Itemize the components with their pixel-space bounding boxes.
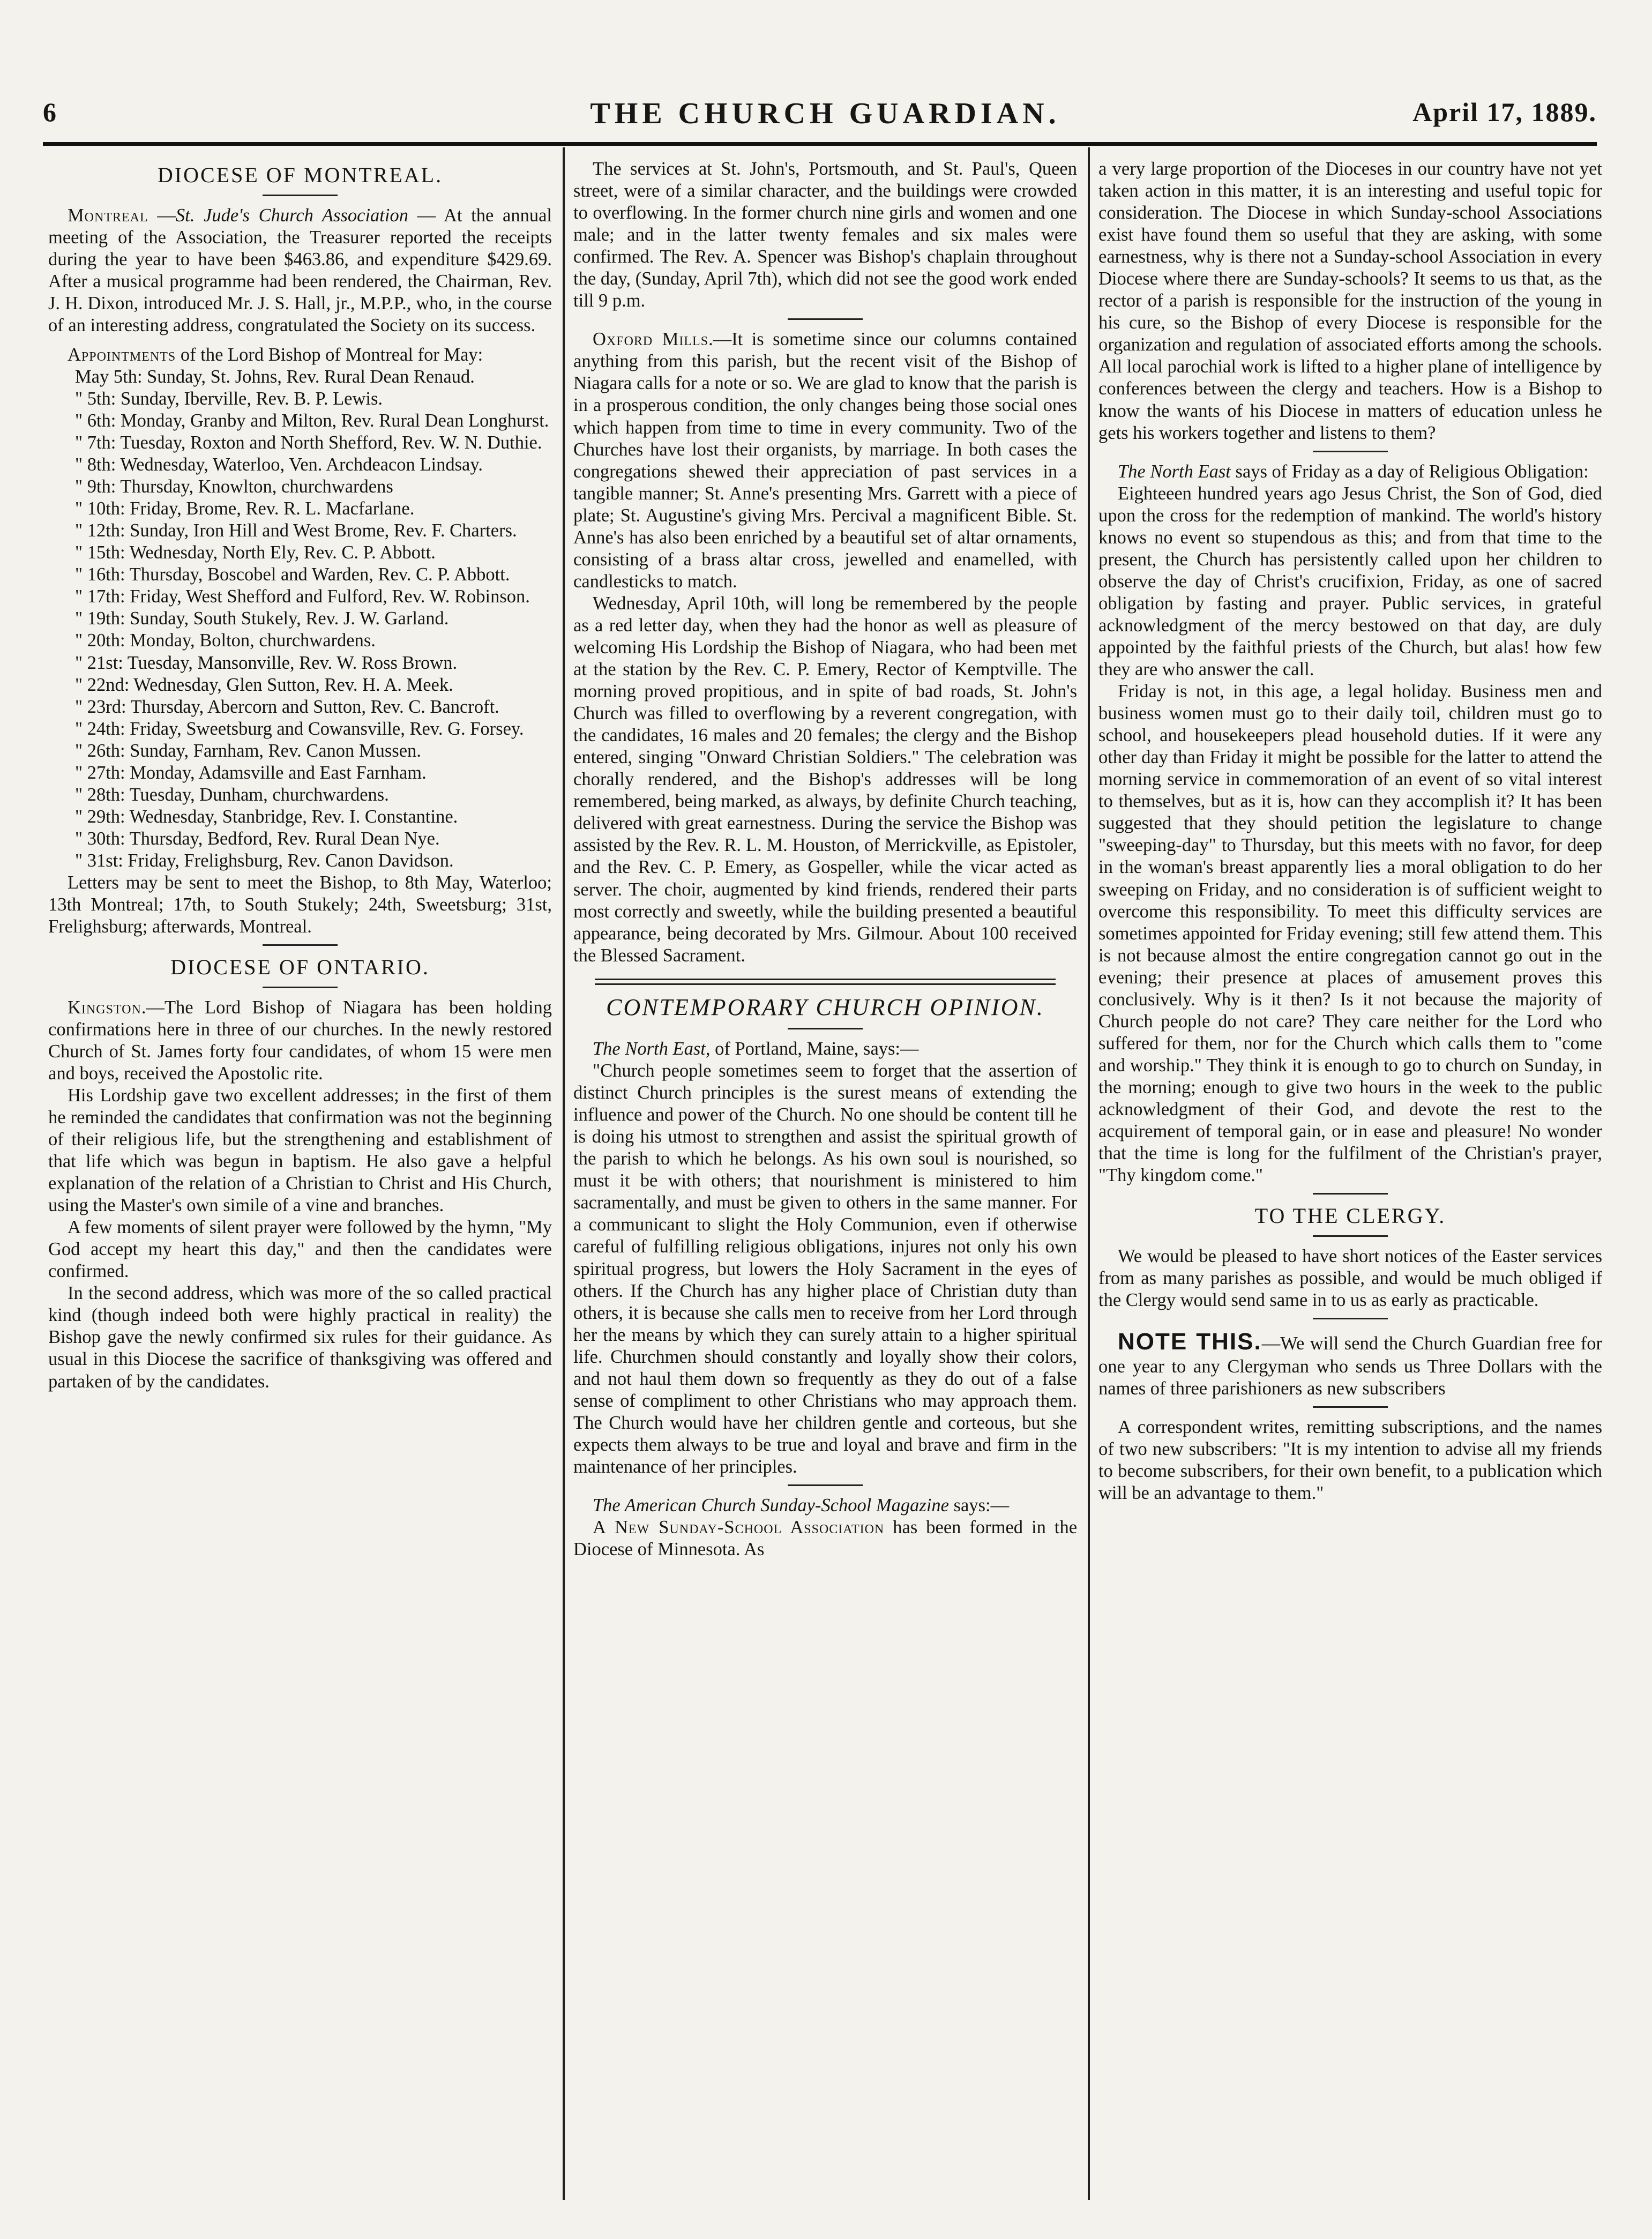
friday-intro: The North East says of Friday as a day of Religious Obligation: [1118,461,1589,482]
note-this-offer: NOTE THIS.—We will send the Church Guardian free for one year to any Clergyman who sends us Three Dollars with the names of three parishioners as new subscribers [1098,1328,1602,1399]
sunday-school-continuation: a very large proportion of the Dioceses in our country have not yet taken action in this matter, it is an interesting and useful topic for consideration. The Diocese in which Sunday-school Associations exist have found them so useful that they are asking, with some earnestness, why is there not a Sunday-school Association in every Diocese where there are Sunday-schools? It seems to us that, as the rector of a parish is responsible for the instruction of the young in his cure, so the Bishop of every Diocese is responsible for the organization and regulation of associated efforts among the schools. All local parochial work is lifted to a higher plane of intelligence by conferences between the clergy and teachers. How is a Bishop to know the wants of his Diocese in matters of education unless he gets his workers together and listens to them? [1098,159,1602,443]
friday-paragraph: Friday is not, in this age, a legal holiday. Business men and business women must go to their daily toil, children must go to school, and housekeepers plead household duties. If it were any other day than Friday it might be possible for the latter to attend the morning service in commemoration of an event of so vital interest to themselves, but as it is, how can they accomplish it? It has been suggested that they should petition the legislature to change "sweeping-day" to Thursday, but this meets with no favor, for deep in the woman's breast apparently lies a moral obligation to do her sweeping on Friday, and no consideration is of sufficient weight to overcome this responsibility. To meet this difficulty services are sometimes appointed for Friday evening; still few attend them. This is not because almost the entire congregation cannot go out in the evening; their presence at places of amusement proves this conclusively. Why is it then? Is it not because the majority of Church people do not care? They care neither for the Lord who suffered for them, nor for the Church which calls them to "come and worship." They think it is enough to go to church on Sunday, in the morning; enough to give two hours in the week to the public acknowledgment of their God, and devote the rest to the acquirement of temporal gain, or in ease and pleasure! No wonder that the time is long for the fulfilment of the Christian's prayer, "Thy kingdom come." [1098,681,1602,1186]
heading-diocese-montreal: DIOCESE OF MONTREAL. [157,163,443,187]
list-item: " 22nd: Wednesday, Glen Sutton, Rev. H. A. Meek. [75,674,453,695]
kingston-paragraph: A few moments of silent prayer were followed by the hymn, "My God accept my heart this day," and then the candidates were confirmed. [48,1217,552,1282]
newspaper-page [32,16,1618,2213]
oxford-mills-report: Oxford Mills.—It is sometime since our columns contained anything from this parish, but the recent visit of the Bishop of Niagara calls for a note or so. We are glad to know that the parish is in a prosperous condition, the only changes being those social ones which happen from time to time in every community. Two of the Churches have lost their organists, by marriage. In both cases the congregations shewed their appreciation of past services in a tangible manner; St. Anne's presenting Mrs. Garrett with a piece of plate; St. Augustine's giving Mrs. Percival a magnificent Bible. St. Anne's has also been enriched by a beautiful set of altar ornaments, consisting of a brass altar cross, jewelled and enamelled, with candlesticks to match. [573,329,1077,592]
list-item: " 30th: Thursday, Bedford, Rev. Rural Dean Nye. [75,828,440,849]
list-item: " 21st: Tuesday, Mansonville, Rev. W. Ross Brown. [75,652,458,673]
appointments-intro: Appointments of the Lord Bishop of Montreal for May: [68,344,483,365]
heading-contemporary-opinion: CONTEMPORARY CHURCH OPINION. [606,994,1044,1020]
heading-diocese-ontario: DIOCESE OF ONTARIO. [170,955,430,980]
list-item: " 17th: Friday, West Shefford and Fulford, Rev. W. Robinson. [75,586,530,607]
list-item: " 10th: Friday, Brome, Rev. R. L. Macfarlane. [75,498,415,519]
north-east-quote: "Church people sometimes seem to forget that the assertion of distinct Church principles is the surest means of extending the influence and power of the Church. No one should be content till he is doing his utmost to strengthen and assist the spiritual growth of the parish to which he belongs. As his own soul is nourished, so must it be with others; that nourishment is ministered to him sacramentally, and must be given to others in the same manner. For a communicant to slight the Holy Communion, even if otherwise careful of fulfilling religious obligations, injures not only his own spiritual progress, but lowers the Holy Sacrament in the eyes of others. If the Church has any higher place of Christian duty than others, it is because she calls men to receive from her Lord through her the means by which they can surely attain to a higher spiritual life. Churchmen should constantly and loyally show their colors, and not haul them down so frequently as they do out of a false sense of compliment to other Christians who may approach them. The Church would have her children gentle and corteous, but she expects them always to be true and loyal and brave and firm in the maintenance of her principles. [573,1061,1077,1477]
section-rule [263,944,338,946]
section-rule [788,318,863,320]
clergy-notice: We would be pleased to have short notices of the Easter services from as many parishes as possible, and would be much obliged if the Clergy would send same in to us as early as practicable. [1098,1245,1602,1310]
section-rule [1313,1406,1388,1408]
column-divider [563,147,565,2200]
ontario-services-paragraph: The services at St. John's, Portsmouth, and St. Paul's, Queen street, were of a similar character, and the buildings were crowded to overflowing. In the former church nine girls and women and one male; and in the latter twenty females and six males were confirmed. The Rev. A. Spencer was Bishop's chaplain throughout the day, (Sunday, April 7th), which did not see the good work ended till 9 p.m. [573,159,1077,311]
section-rule [1313,1193,1388,1195]
heading-to-the-clergy: TO THE CLERGY. [1254,1204,1446,1228]
list-item: " 8th: Wednesday, Waterloo, Ven. Archdeacon Lindsay. [75,454,483,475]
list-item: " 24th: Friday, Sweetsburg and Cowansville, Rev. G. Forsey. [75,718,524,739]
masthead [32,16,1618,130]
appointments-list [48,366,552,872]
section-rule [1313,451,1388,452]
list-item: " 26th: Sunday, Farnham, Rev. Canon Mussen. [75,740,421,761]
list-item: " 12th: Sunday, Iron Hill and West Brome, Rev. F. Charters. [75,520,517,541]
list-item: " 6th: Monday, Granby and Milton, Rev. Rural Dean Longhurst. [75,411,549,431]
montreal-report: Montreal —St. Jude's Church Association — At the annual meeting of the Association, the Treasurer reported the receipts during the year to have been $463.86, and expenditure $429.69. After a musical programme had been rendered, the Chairman, Rev. J. H. Dixon, introduced Mr. J. S. Hall, jr., M.P.P., who, in the course of an interesting address, congratulated the Society on its success. [48,205,552,335]
list-item: " 7th: Tuesday, Roxton and North Shefford, Rev. W. N. Duthie. [75,432,542,453]
kingston-report: Kingston.—The Lord Bishop of Niagara has been holding confirmations here in three of our churches. In the newly restored Church of St. James forty four candidates, of whom 15 were men and boys, received the Apostolic rite. [48,997,552,1084]
masthead-rule [43,142,1597,146]
list-item: " 20th: Monday, Bolton, churchwardens. [75,630,376,651]
list-item: " 15th: Wednesday, North Ely, Rev. C. P. Abbott. [75,542,436,563]
list-item: May 5th: Sunday, St. Johns, Rev. Rural Dean Renaud. [75,366,475,387]
list-item: " 16th: Thursday, Boscobel and Warden, Rev. C. P. Abbott. [75,564,510,585]
list-item: " 5th: Sunday, Iberville, Rev. B. P. Lewis. [75,388,383,409]
section-rule [788,1484,863,1486]
correspondent-note: A correspondent writes, remitting subscriptions, and the names of two new subscribers: "It is my intention to advise all my friends to become subscribers, for their own benefit, to a publication which will be an advantage to them." [1098,1417,1602,1504]
kingston-paragraph: In the second address, which was more of the so called practical kind (though indeed both were highly practical in reality) the Bishop gave the newly confirmed six rules for their guidance. As usual in this Diocese the sacrifice of thanksgiving was offered and partaken of by the candidates. [48,1283,552,1392]
list-item: " 28th: Tuesday, Dunham, churchwardens. [75,784,389,805]
letters-note: Letters may be sent to meet the Bishop, to 8th May, Waterloo; 13th Montreal; 17th, to South Stukely; 24th, Sweetsburg; 31st, Frelighsburg; afterwards, Montreal. [48,872,552,937]
heading-rule [263,195,338,196]
list-item: " 23rd: Thursday, Abercorn and Sutton, Rev. C. Bancroft. [75,696,499,717]
column-1 [48,158,552,2200]
list-item: " 19th: Sunday, South Stukely, Rev. J. W. Garland. [75,608,449,629]
heading-rule [263,987,338,988]
list-item: " 29th: Wednesday, Stanbridge, Rev. I. Constantine. [75,806,458,827]
heading-rule [788,1028,863,1029]
list-item: " 9th: Thursday, Knowlton, churchwardens [75,476,393,497]
list-item: " 31st: Friday, Frelighsburg, Rev. Canon Davidson. [75,850,454,871]
list-item: " 27th: Monday, Adamsville and East Farnham. [75,762,427,783]
double-rule [595,979,1056,985]
page-number: 6 [43,97,56,127]
kingston-paragraph: His Lordship gave two excellent addresses; in the first of them he reminded the candidates that confirmation was not the beginning of their religious life, but the strengthening and establishment of that life which was begun in baptism. He also gave a helpful explanation of the relation of a Christian to Christ and His Church, using the Master's own simile of a vine and branches. [48,1085,552,1216]
oxford-mills-paragraph: Wednesday, April 10th, will long be remembered by the people as a red letter day, when they had the honor as well as pleasure of welcoming His Lordship the Bishop of Niagara, who had been met at the station by the Rev. C. P. Emery, Rector of Kemptville. The morning proved propitious, and in spite of bad roads, St. John's Church was filled to overflowing by a reverent congregation, with the candidates, 16 males and 20 females; the clergy and the Bishop entered, singing "Onward Christian Soldiers." The celebration was chorally rendered, and the Bishop's addresses will be long remembered, being marked, as always, by definite Church teaching, delivered with great earnestness. During the service the Bishop was assisted by the Rev. R. L. M. Houston, of Merrickville, as Epistoler, and the Rev. C. P. Emery, as Gospeller, while the vicar acted as server. The choir, augmented by kind friends, rendered their parts most correctly and sweetly, while the building presented a beautiful appearance, being decorated by Mrs. Gilmour. About 100 received the Blessed Sacrament. [573,593,1077,966]
american-magazine-intro: The American Church Sunday-School Magazine says:— [593,1495,1010,1516]
american-magazine-quote: A New Sunday-School Association has been formed in the Diocese of Minnesota. As [573,1517,1077,1560]
column-3 [1098,158,1602,2200]
column-divider [1088,147,1090,2200]
section-rule [1313,1318,1388,1319]
heading-rule [1313,1235,1388,1237]
column-2 [573,158,1077,2200]
issue-date: April 17, 1889. [1412,97,1597,127]
newspaper-title: THE CHURCH GUARDIAN. [590,97,1060,130]
friday-paragraph: Eighteeen hundred years ago Jesus Christ, the Son of God, died upon the cross for the redemption of mankind. The world's history knows no event so stupendous as this; and from that time to the present, the Church has persistently called upon her children to observe the day of Christ's crucifixion, Friday, as one of sacred obligation by fasting and prayer. Public services, in grateful acknowledgment of the mercy bestowed on that day, are duly appointed by the faithful priests of the Church, but alas! how few they are who answer the call. [1098,483,1602,680]
north-east-intro: The North East, of Portland, Maine, says:— [593,1039,919,1059]
